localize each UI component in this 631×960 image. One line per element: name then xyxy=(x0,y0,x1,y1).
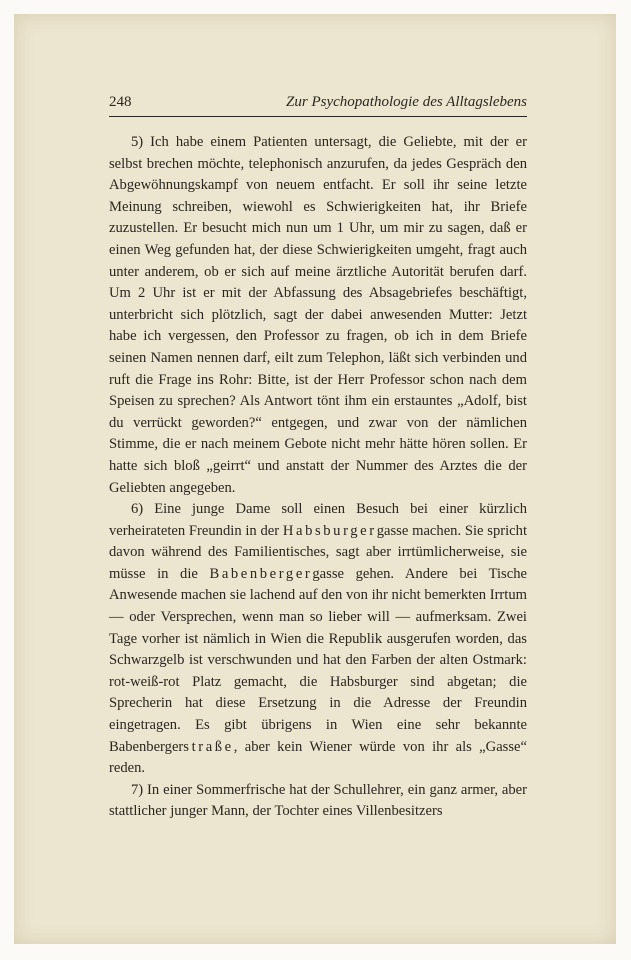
paragraph-7: 7) In einer Sommerfrische hat der Schullehrer, ein ganz armer, aber stattlicher junger Mann, der Tochter eines Villenbesitzers xyxy=(109,781,527,820)
body-text xyxy=(109,132,527,823)
paragraph-6-part-2: gasse machen. Sie spricht davon während des Familientisches, sagt aber irrtümlicherweise, sie müsse in die xyxy=(109,522,528,582)
spaced-word-strasse: straße xyxy=(183,738,234,755)
book-page xyxy=(14,14,616,944)
paragraph-6-part-3: gasse gehen. Andere bei Tische Anwesende machen sie lachend auf den von ihr nicht bemerkten Irrtum — oder Versprechen, wenn man so lieber will — aufmerksam. Zwei Tage vorher ist nämlich in Wien die Republik ausgerufen worden, das Schwarzgelb ist verschwunden und hat den Farben der alten Ostmark: rot-weiß-rot Platz gemacht, die Habsburger sind abgetan; die Sprecherin hat diese Ersetzung in die Adresse der Freundin eingetragen. Es gibt übrigens in Wien eine sehr bekannte Babenberger xyxy=(109,565,527,755)
spaced-word-babenberger: Babenberger xyxy=(209,565,313,582)
page-number: 248 xyxy=(109,94,132,110)
running-title: Zur Psychopathologie des Alltagslebens xyxy=(286,94,527,110)
spaced-word-habsburger: Habsburger xyxy=(282,522,377,539)
paragraph-5: 5) Ich habe einem Patienten untersagt, die Geliebte, mit der er selbst brechen möchte, telephonisch anzurufen, da jedes Gespräch den Abgewöhnungskampf von neuem entfacht. Er soll ihr seine letzte Meinung schreiben, wiewohl es Schwierigkeiten hat, ihr Briefe zuzustellen. Er besucht mich nun um 1 Uhr, um mir zu sagen, daß er einen Weg gefunden hat, der diese Schwierigkeiten umgeht, fragt auch unter anderem, ob er sich auf meine ärztliche Autorität berufen darf. Um 2 Uhr ist er mit der Abfassung des Absagebriefes beschäftigt, unterbricht sich plötzlich, sagt der dabei anwesenden Mutter: Jetzt habe ich vergessen, den Professor zu fragen, ob ich in dem Briefe seinen Namen nennen darf, eilt zum Telephon, läßt sich verbinden und ruft die Frage ins Rohr: Bitte, ist der Herr Professor schon nach dem Speisen zu sprechen? Als Antwort tönt ihm ein erstauntes „Adolf, bist du verrückt geworden?“ entgegen, und zwar von der nämlichen Stimme, die er nach meinem Gebote nicht mehr hätte hören sollen. Er hatte sich bloß „geirrt“ und anstatt der Nummer des Arztes die der Geliebten angegeben. xyxy=(109,134,527,496)
page-header xyxy=(109,92,527,117)
paragraph-6-part-1: 6) Eine junge Dame soll einen Besuch bei einer kürzlich verheirateten Freundin in der xyxy=(109,501,527,539)
paragraph-6 xyxy=(109,499,527,780)
paragraph-6-part-4: , aber kein Wiener würde von ihr als „Gasse“ reden. xyxy=(109,738,527,777)
